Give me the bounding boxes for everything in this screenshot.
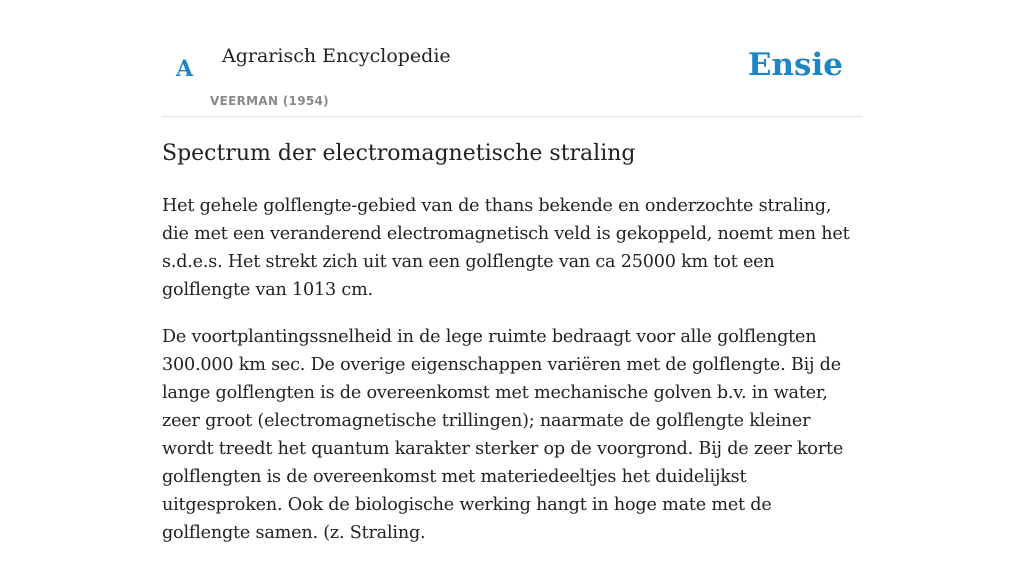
- page-container: [162, 0, 862, 543]
- article-paragraph: Het gehele golflengte-gebied van de thans bekende en onderzochte straling, die met een veranderend electromagnetisch veld is gekoppeld, noemt men het s.d.e.s. Het strekt zich uit van een golflengte van ca 25000 km tot een golflengte van 1013 cm.: [162, 196, 850, 300]
- encyclopedia-logo-icon[interactable]: A: [176, 56, 194, 82]
- header: [162, 0, 862, 117]
- article-body: [162, 192, 862, 566]
- book-title[interactable]: Agrarisch Encyclopedie: [222, 45, 451, 67]
- article-title: Spectrum der electromagnetische straling: [162, 141, 636, 166]
- article-paragraph: De voortplantingssnelheid in de lege ruimte bedraagt voor alle golflengten 300.000 km sec. De overige eigenschappen variëren met de golflengte. Bij de lange golflengten is de overeenkomst met mechanische golven b.v. in water, zeer groot (electromagnetische trillingen); naarmate de golflengte kleiner wordt treedt het quantum karakter sterker op de voorgrond. Bij de zeer korte golflengten is de overeenkomst met materiedeeltjes het duidelijkst uitgesproken. Ook de biologische werking hangt in hoge mate met de golflengte samen. (z. Straling.: [162, 327, 844, 543]
- ensie-logo[interactable]: Ensie: [747, 47, 843, 83]
- book-author-year: VEERMAN (1954): [210, 94, 329, 108]
